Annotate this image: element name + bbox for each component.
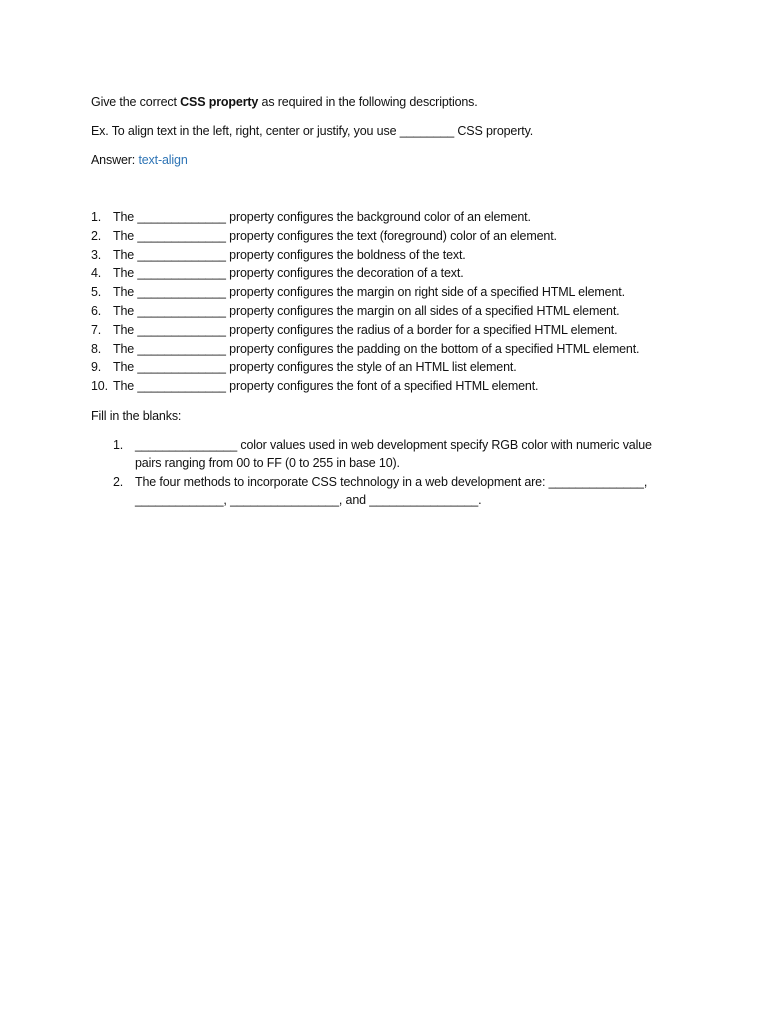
question-item xyxy=(91,283,691,302)
question-number: 10. xyxy=(91,379,108,394)
instructions-suffix: as required in the following descriptions. xyxy=(258,95,478,109)
question-text: The _____________ property configures the text (foreground) color of an element. xyxy=(113,228,557,243)
question-item xyxy=(91,246,691,265)
question-number: 6. xyxy=(91,303,102,318)
question-number: 7. xyxy=(91,322,102,337)
answer-value: text-align xyxy=(138,153,188,167)
fill-in-list xyxy=(91,436,691,509)
example-answer xyxy=(91,151,691,169)
question-number: 9. xyxy=(91,360,102,375)
question-item xyxy=(91,302,691,321)
question-text: The _____________ property configures the decoration of a text. xyxy=(113,266,464,281)
question-item xyxy=(91,377,691,396)
question-text: The _____________ property configures the radius of a border for a specified HTML element. xyxy=(113,322,618,337)
fill-in-text: The four methods to incorporate CSS technology in a web development are: ______________, _____________, ________________, and ________________. xyxy=(135,474,648,507)
question-text: The _____________ property configures the background color of an element. xyxy=(113,210,531,224)
fill-in-text: _______________ color values used in web development specify RGB color with numeric value pairs ranging from 00 to FF (0 to 255 in base 10). xyxy=(135,437,652,470)
fill-in-number: 1. xyxy=(113,437,124,452)
question-number: 4. xyxy=(91,266,102,281)
question-item xyxy=(91,208,691,227)
example-sentence: Ex. To align text in the left, right, center or justify, you use ________ CSS property. xyxy=(91,124,534,138)
question-number: 3. xyxy=(91,247,102,262)
answer-label: Answer: xyxy=(91,153,139,167)
question-number: 2. xyxy=(91,228,102,243)
question-item xyxy=(91,264,691,283)
fill-in-item xyxy=(113,436,691,472)
question-text: The _____________ property configures the style of an HTML list element. xyxy=(113,360,517,375)
instructions-prefix: Give the correct xyxy=(91,95,181,109)
question-item xyxy=(91,227,691,246)
question-text: The _____________ property configures the margin on right side of a specified HTML element. xyxy=(113,285,625,300)
question-item xyxy=(91,358,691,377)
question-text: The _____________ property configures the boldness of the text. xyxy=(113,247,466,262)
fill-in-number: 2. xyxy=(113,474,124,489)
fill-in-item xyxy=(113,473,691,509)
question-text: The _____________ property configures the font of a specified HTML element. xyxy=(113,379,539,394)
instructions-bold: CSS property xyxy=(180,95,259,109)
fill-in-heading: Fill in the blanks: xyxy=(91,408,182,423)
question-number: 1. xyxy=(91,210,102,224)
question-number: 8. xyxy=(91,341,102,356)
question-list xyxy=(91,208,691,396)
instructions xyxy=(91,93,691,111)
question-text: The _____________ property configures the padding on the bottom of a specified HTML element. xyxy=(113,341,640,356)
question-text: The _____________ property configures the margin on all sides of a specified HTML element. xyxy=(113,303,620,318)
question-item xyxy=(91,340,691,359)
question-item xyxy=(91,321,691,340)
worksheet xyxy=(91,93,691,510)
question-number: 5. xyxy=(91,285,102,300)
